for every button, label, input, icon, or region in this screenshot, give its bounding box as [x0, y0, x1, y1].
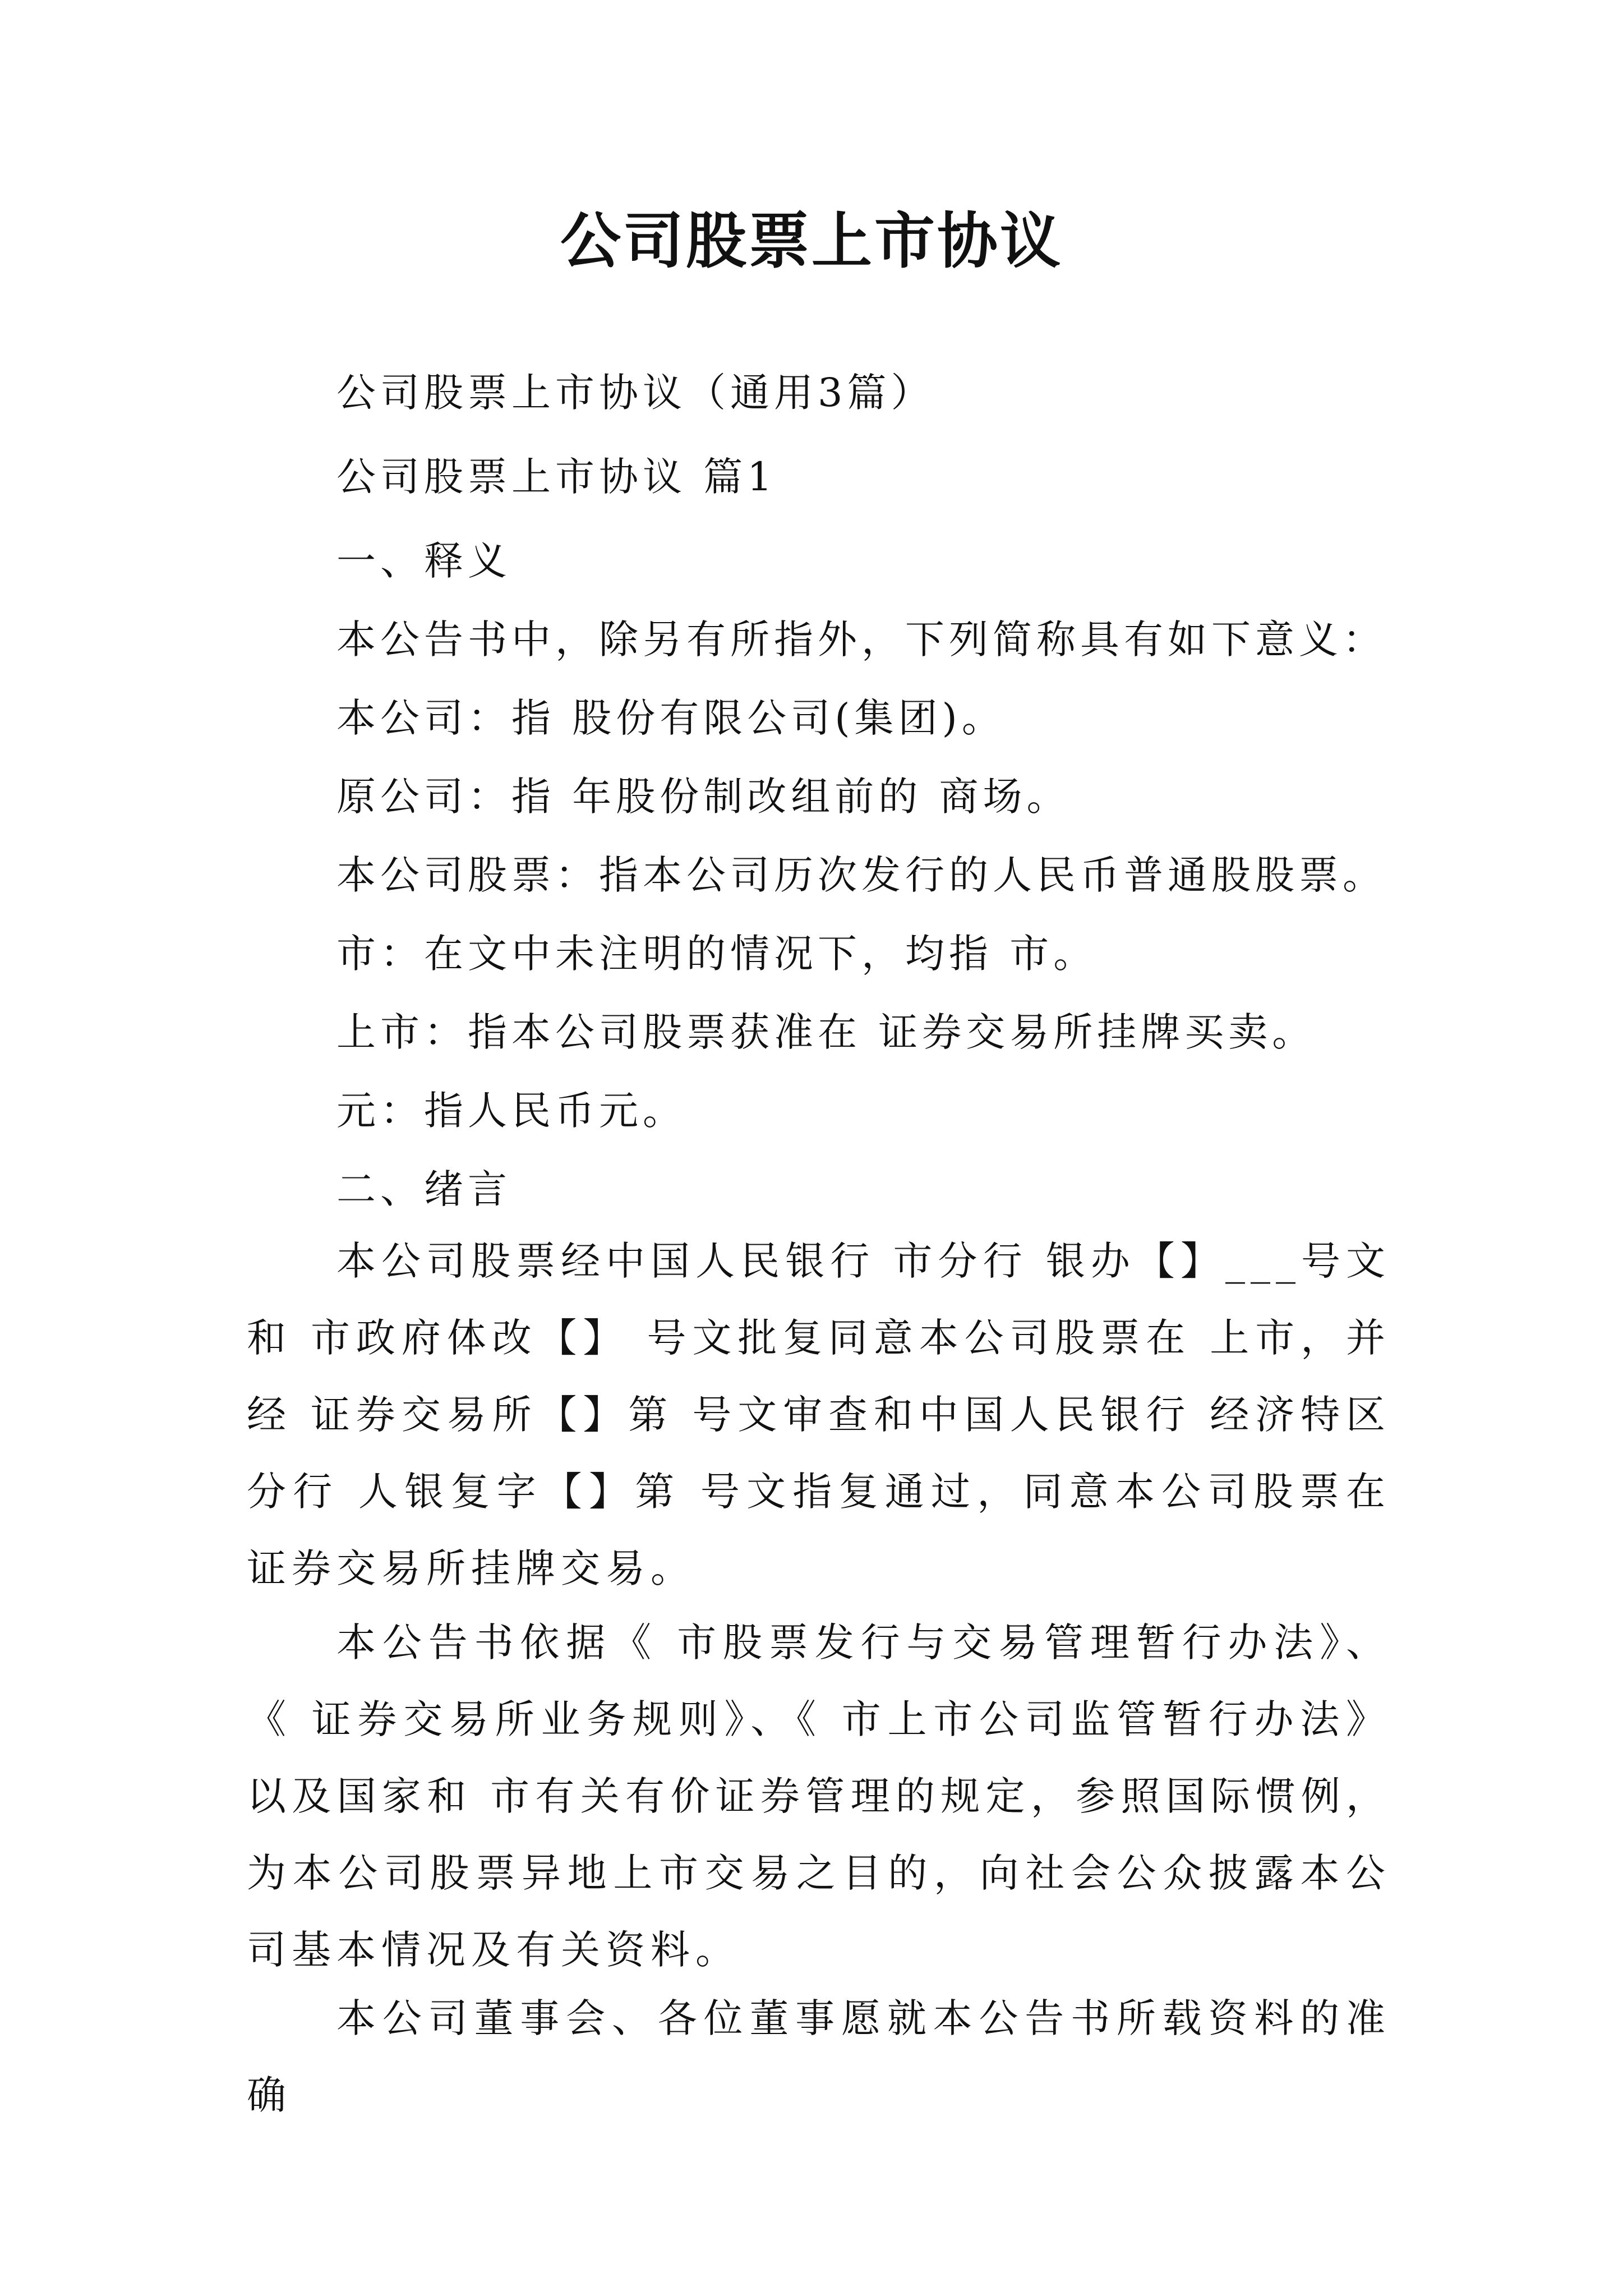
body-paragraph: 本公司股票经中国人民银行 市分行 银办【】___号文和 市政府体改【】 号文批复同意本公司股票在 上市，并经 证券交易所【】第 号文审查和中国人民银行 经济特区分行 人银复字【】第 号文指复通过，同意本公司股票在 证券交易所挂牌交易。 [247, 1238, 1391, 1591]
body-paragraph: 本公告书依据《 市股票发行与交易管理暂行办法》、《 证券交易所业务规则》、《 市上市公司监管暂行办法》以及国家和 市有关有价证券管理的规定，参照国际惯例，为本公司股票异地上市交易之目的，向社会公众披露本公司基本情况及有关资料。 [247, 1619, 1391, 1973]
document-title: 公司股票上市协议 [560, 206, 1063, 277]
definition-line: 元：指人民币元。 [336, 1088, 686, 1134]
definition-line: 本公司股票：指本公司历次发行的人民币普通股股票。 [336, 852, 1386, 898]
definition-line: 本公告书中，除另有所指外，下列简称具有如下意义： [336, 616, 1386, 662]
document-subtitle: 公司股票上市协议（通用3篇） [336, 370, 935, 416]
definition-line: 原公司：指 年股份制改组前的 商场。 [336, 774, 1071, 820]
section-heading-introduction: 二、绪言 [336, 1166, 511, 1212]
body-paragraph: 本公司董事会、各位董事愿就本公告书所载资料的准确 [247, 1995, 1391, 2118]
section-heading-definitions: 一、释义 [336, 538, 511, 584]
definition-line: 市：在文中未注明的情况下，均指 市。 [336, 931, 1098, 977]
part-heading: 公司股票上市协议 篇1 [336, 454, 777, 500]
definition-line: 上市：指本公司股票获准在 证券交易所挂牌买卖。 [336, 1009, 1316, 1055]
definition-line: 本公司：指 股份有限公司(集团)。 [336, 695, 1006, 741]
